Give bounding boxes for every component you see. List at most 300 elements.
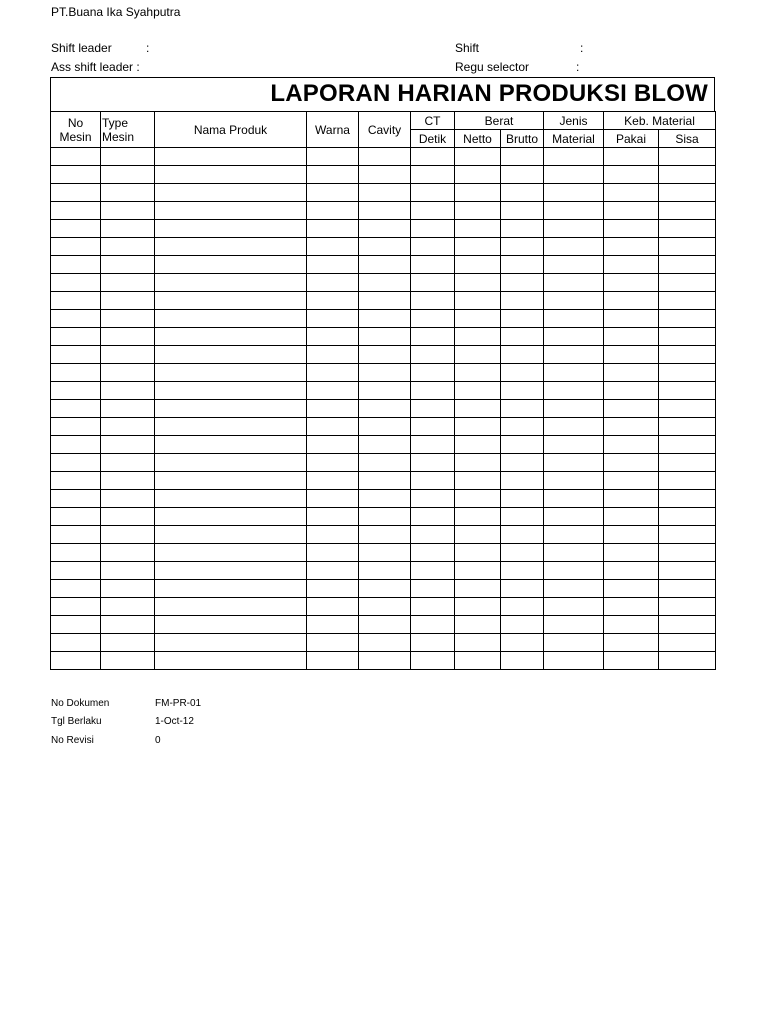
table-cell (501, 202, 544, 220)
table-cell (604, 562, 659, 580)
table-cell (501, 148, 544, 166)
table-cell (307, 382, 359, 400)
table-cell (101, 274, 155, 292)
col-header-mesin-line: Mesin (59, 129, 92, 144)
table-cell (544, 184, 604, 202)
table-cell (51, 490, 101, 508)
table-cell (307, 598, 359, 616)
table-cell (359, 328, 411, 346)
table-cell (359, 418, 411, 436)
table-cell (411, 418, 455, 436)
table-cell (359, 166, 411, 184)
table-cell (659, 418, 716, 436)
table-cell (544, 148, 604, 166)
table-cell (101, 346, 155, 364)
table-row (51, 238, 716, 256)
table-cell (101, 526, 155, 544)
table-cell (544, 580, 604, 598)
table-cell (604, 310, 659, 328)
table-cell (359, 220, 411, 238)
table-cell (101, 202, 155, 220)
report-title-row (50, 77, 715, 111)
table-cell (307, 490, 359, 508)
table-cell (501, 562, 544, 580)
ass-shift-leader-label: Ass shift leader : (51, 60, 140, 74)
table-cell (604, 598, 659, 616)
table-cell (155, 346, 307, 364)
table-cell (359, 634, 411, 652)
table-cell (101, 382, 155, 400)
table-cell (155, 544, 307, 562)
table-cell (51, 418, 101, 436)
table-cell (455, 292, 501, 310)
table-cell (659, 598, 716, 616)
table-cell (659, 238, 716, 256)
table-cell (544, 202, 604, 220)
table-cell (51, 580, 101, 598)
table-cell (659, 526, 716, 544)
table-cell (544, 490, 604, 508)
table-cell (51, 472, 101, 490)
table-cell (411, 508, 455, 526)
table-cell (155, 328, 307, 346)
table-cell (455, 400, 501, 418)
table-cell (501, 184, 544, 202)
table-cell (411, 346, 455, 364)
table-cell (411, 544, 455, 562)
table-cell (544, 274, 604, 292)
table-cell (604, 364, 659, 382)
table-cell (359, 454, 411, 472)
table-cell (544, 436, 604, 454)
col-header-berat: Berat (455, 112, 544, 130)
table-cell (155, 238, 307, 256)
table-cell (307, 454, 359, 472)
table-cell (544, 472, 604, 490)
table-cell (544, 238, 604, 256)
table-cell (155, 148, 307, 166)
table-cell (411, 526, 455, 544)
table-cell (359, 274, 411, 292)
table-cell (51, 202, 101, 220)
table-cell (307, 166, 359, 184)
table-cell (359, 202, 411, 220)
table-cell (101, 598, 155, 616)
table-cell (659, 562, 716, 580)
table-cell (455, 274, 501, 292)
table-cell (411, 310, 455, 328)
table-cell (501, 472, 544, 490)
table-cell (101, 580, 155, 598)
table-cell (501, 544, 544, 562)
table-cell (155, 274, 307, 292)
table-cell (155, 472, 307, 490)
table-cell (455, 616, 501, 634)
table-cell (101, 166, 155, 184)
col-header-no-line: No (67, 115, 84, 130)
table-cell (101, 328, 155, 346)
table-cell (659, 220, 716, 238)
table-cell (101, 238, 155, 256)
table-cell (411, 580, 455, 598)
table-cell (501, 328, 544, 346)
table-cell (51, 184, 101, 202)
table-cell (604, 166, 659, 184)
no-dokumen-value: FM-PR-01 (155, 698, 202, 709)
table-row (51, 364, 716, 382)
table-cell (455, 634, 501, 652)
table-cell (155, 652, 307, 670)
table-cell (155, 256, 307, 274)
table-cell (307, 238, 359, 256)
table-cell (359, 256, 411, 274)
table-cell (307, 346, 359, 364)
table-cell (155, 202, 307, 220)
table-cell (155, 634, 307, 652)
no-dokumen-label: No Dokumen (51, 698, 110, 709)
table-cell (101, 256, 155, 274)
table-cell (455, 526, 501, 544)
table-cell (51, 310, 101, 328)
table-cell (51, 400, 101, 418)
col-header-type-mesin (101, 112, 155, 148)
table-cell (411, 454, 455, 472)
table-cell (411, 382, 455, 400)
table-cell (501, 454, 544, 472)
table-cell (455, 346, 501, 364)
table-row (51, 472, 716, 490)
table-cell (307, 292, 359, 310)
table-cell (455, 562, 501, 580)
table-cell (411, 616, 455, 634)
table-cell (604, 256, 659, 274)
table-cell (411, 634, 455, 652)
table-cell (455, 580, 501, 598)
table-cell (604, 454, 659, 472)
col-header-ct: CT (411, 112, 455, 130)
table-cell (544, 328, 604, 346)
table-cell (307, 220, 359, 238)
table-cell (51, 598, 101, 616)
table-cell (155, 292, 307, 310)
table-cell (455, 508, 501, 526)
table-row (51, 328, 716, 346)
table-cell (359, 184, 411, 202)
table-cell (455, 472, 501, 490)
table-cell (659, 346, 716, 364)
table-cell (51, 436, 101, 454)
regu-selector-label: Regu selector (455, 60, 530, 74)
table-cell (604, 490, 659, 508)
col-header-netto: Netto (455, 130, 501, 148)
company-name: PT.Buana Ika Syahputra (51, 5, 181, 19)
table-cell (659, 616, 716, 634)
table-cell (455, 490, 501, 508)
col-header-sisa: Sisa (659, 130, 716, 148)
table-cell (411, 202, 455, 220)
table-body (51, 148, 716, 670)
table-cell (359, 580, 411, 598)
table-cell (51, 382, 101, 400)
table-cell (155, 526, 307, 544)
table-cell (659, 184, 716, 202)
table-cell (659, 652, 716, 670)
table-cell (455, 238, 501, 256)
table-cell (359, 292, 411, 310)
table-cell (604, 148, 659, 166)
table-cell (101, 418, 155, 436)
col-header-brutto: Brutto (501, 130, 544, 148)
table-cell (544, 400, 604, 418)
no-revisi-value: 0 (155, 735, 161, 746)
production-report (50, 77, 715, 670)
table-cell (544, 652, 604, 670)
table-cell (455, 598, 501, 616)
table-row (51, 166, 716, 184)
table-cell (501, 508, 544, 526)
table-cell (455, 454, 501, 472)
table-row (51, 598, 716, 616)
table-cell (659, 472, 716, 490)
table-cell (411, 220, 455, 238)
table-cell (359, 616, 411, 634)
table-cell (659, 580, 716, 598)
table-cell (359, 544, 411, 562)
table-cell (659, 274, 716, 292)
table-cell (604, 292, 659, 310)
table-cell (659, 544, 716, 562)
table-cell (51, 346, 101, 364)
table-cell (604, 472, 659, 490)
table-cell (544, 166, 604, 184)
table-row (51, 256, 716, 274)
shift-colon: : (580, 41, 584, 55)
table-row (51, 418, 716, 436)
table-cell (51, 526, 101, 544)
table-cell (604, 382, 659, 400)
table-cell (359, 472, 411, 490)
table-cell (501, 490, 544, 508)
table-cell (501, 292, 544, 310)
table-cell (359, 508, 411, 526)
table-cell (501, 274, 544, 292)
table-cell (659, 382, 716, 400)
table-cell (659, 328, 716, 346)
table-cell (544, 616, 604, 634)
table-cell (544, 346, 604, 364)
table-cell (359, 436, 411, 454)
table-cell (155, 220, 307, 238)
table-cell (501, 634, 544, 652)
table-row (51, 562, 716, 580)
table-cell (501, 238, 544, 256)
table-cell (544, 544, 604, 562)
table-cell (455, 148, 501, 166)
table-cell (411, 598, 455, 616)
table-cell (155, 418, 307, 436)
table-row (51, 148, 716, 166)
table-row (51, 220, 716, 238)
table-cell (51, 292, 101, 310)
table-cell (307, 328, 359, 346)
table-cell (604, 580, 659, 598)
table-cell (51, 652, 101, 670)
table-cell (307, 652, 359, 670)
table-cell (307, 256, 359, 274)
table-cell (101, 364, 155, 382)
table-cell (359, 562, 411, 580)
table-row (51, 508, 716, 526)
table-cell (101, 490, 155, 508)
table-cell (359, 364, 411, 382)
table-row (51, 544, 716, 562)
table-cell (155, 400, 307, 418)
table-cell (659, 490, 716, 508)
table-cell (359, 238, 411, 256)
table-cell (455, 202, 501, 220)
table-row (51, 580, 716, 598)
table-row (51, 652, 716, 670)
report-title: LAPORAN HARIAN PRODUKSI BLOW (270, 80, 708, 107)
table-cell (101, 220, 155, 238)
table-cell (659, 256, 716, 274)
table-cell (51, 274, 101, 292)
table-cell (544, 598, 604, 616)
table-cell (51, 166, 101, 184)
shift-leader-label: Shift leader (51, 41, 112, 55)
table-cell (411, 490, 455, 508)
table-cell (604, 346, 659, 364)
table-cell (307, 508, 359, 526)
table-cell (51, 544, 101, 562)
table-cell (604, 652, 659, 670)
table-cell (359, 490, 411, 508)
table-cell (307, 544, 359, 562)
table-cell (604, 508, 659, 526)
table-cell (544, 526, 604, 544)
table-cell (51, 454, 101, 472)
table-cell (501, 310, 544, 328)
table-cell (101, 634, 155, 652)
table-cell (659, 202, 716, 220)
col-header-warna: Warna (307, 112, 359, 148)
table-cell (455, 364, 501, 382)
table-cell (501, 382, 544, 400)
table-cell (604, 544, 659, 562)
table-cell (411, 166, 455, 184)
table-cell (51, 148, 101, 166)
table-row (51, 400, 716, 418)
table-cell (51, 562, 101, 580)
table-cell (101, 562, 155, 580)
table-cell (455, 256, 501, 274)
table-row (51, 526, 716, 544)
table-cell (155, 508, 307, 526)
table-cell (101, 508, 155, 526)
table-row (51, 616, 716, 634)
table-cell (307, 184, 359, 202)
table-cell (411, 400, 455, 418)
table-cell (604, 436, 659, 454)
table-cell (101, 310, 155, 328)
table-cell (359, 310, 411, 328)
table-cell (155, 364, 307, 382)
no-revisi-label: No Revisi (51, 735, 94, 746)
table-cell (307, 400, 359, 418)
table-cell (604, 220, 659, 238)
table-cell (101, 184, 155, 202)
table-cell (604, 184, 659, 202)
table-cell (101, 472, 155, 490)
table-cell (455, 544, 501, 562)
table-cell (544, 562, 604, 580)
table-cell (307, 436, 359, 454)
table-cell (411, 652, 455, 670)
col-header-detik: Detik (411, 130, 455, 148)
table-cell (501, 418, 544, 436)
table-cell (659, 166, 716, 184)
table-cell (544, 292, 604, 310)
table-cell (359, 148, 411, 166)
table-cell (411, 328, 455, 346)
table-row (51, 202, 716, 220)
table-cell (411, 238, 455, 256)
table-cell (155, 490, 307, 508)
table-cell (455, 328, 501, 346)
table-cell (455, 382, 501, 400)
table-cell (604, 202, 659, 220)
table-row (51, 454, 716, 472)
table-cell (604, 526, 659, 544)
table-cell (501, 400, 544, 418)
table-cell (501, 526, 544, 544)
table-cell (307, 616, 359, 634)
table-cell (51, 256, 101, 274)
table-cell (604, 328, 659, 346)
table-cell (307, 364, 359, 382)
table-cell (501, 346, 544, 364)
table-cell (411, 472, 455, 490)
table-cell (51, 616, 101, 634)
table-cell (101, 436, 155, 454)
table-cell (455, 418, 501, 436)
table-cell (359, 382, 411, 400)
table-cell (455, 652, 501, 670)
table-cell (544, 418, 604, 436)
table-cell (501, 256, 544, 274)
col-header-no-mesin (51, 112, 101, 148)
table-cell (101, 292, 155, 310)
table-row (51, 382, 716, 400)
col-header-cavity: Cavity (359, 112, 411, 148)
shift-label: Shift (455, 41, 480, 55)
tgl-berlaku-value: 1-Oct-12 (155, 716, 194, 727)
table-row (51, 346, 716, 364)
table-cell (51, 220, 101, 238)
table-cell (455, 436, 501, 454)
table-cell (101, 652, 155, 670)
table-cell (544, 382, 604, 400)
table-cell (101, 544, 155, 562)
table-cell (544, 508, 604, 526)
table-cell (307, 148, 359, 166)
col-header-keb-material: Keb. Material (604, 112, 716, 130)
table-cell (659, 364, 716, 382)
table-cell (501, 598, 544, 616)
table-cell (155, 580, 307, 598)
table-cell (359, 598, 411, 616)
table-cell (659, 400, 716, 418)
